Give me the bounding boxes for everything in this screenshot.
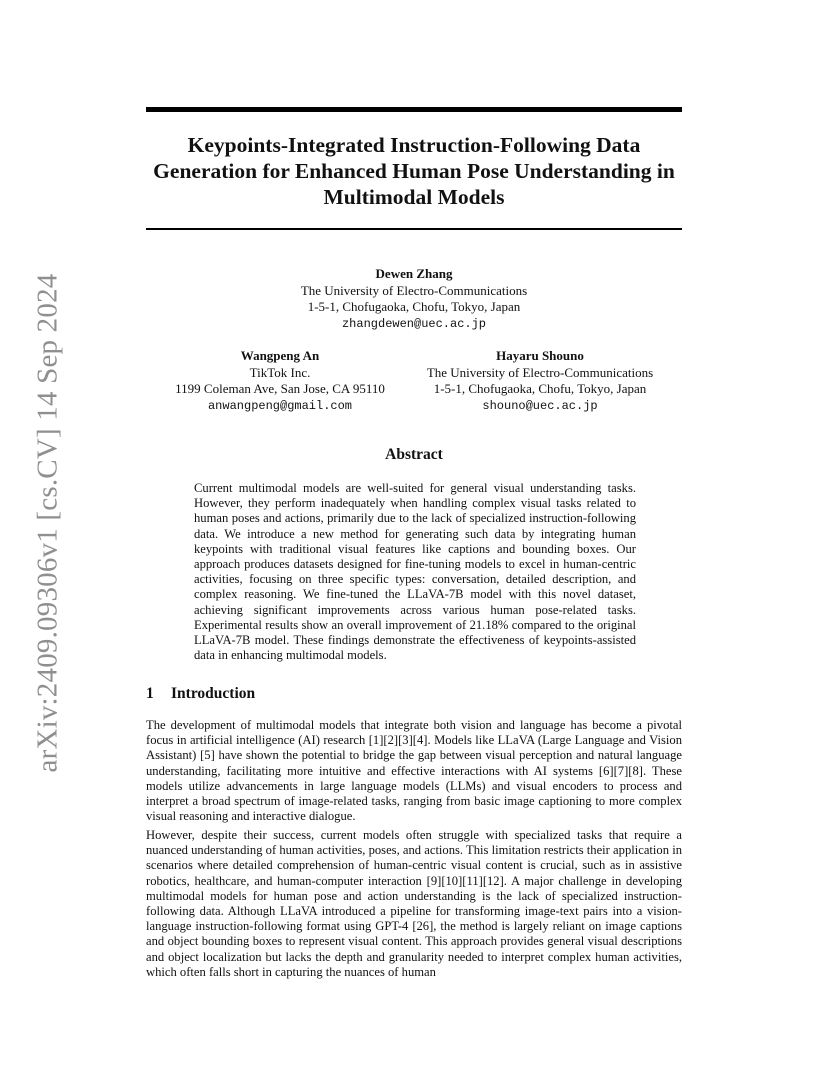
author-name: Dewen Zhang: [375, 266, 453, 281]
arxiv-identifier-stamp: arXiv:2409.09306v1 [cs.CV] 14 Sep 2024: [31, 273, 64, 773]
paper-title: Keypoints-Integrated Instruction-Following Data Generation for Enhanced Human Pose Understanding in Multimodal Models: [153, 133, 675, 209]
author-email: anwangpeng@gmail.com: [207, 398, 353, 413]
section-heading: [146, 685, 255, 703]
intro-paragraph-2: However, despite their success, current models often struggle with specialized tasks that require a nuanced understanding of human activities, poses, and actions. This limitation restricts their application in scenarios where detailed comprehension of human-centric visual content is crucial, such as in assistive robotics, healthcare, and human-computer interaction [9][10][11][12]. A major challenge in developing multimodal models for human pose and action understanding is the lack of specialized instruction-following data. Although LLaVA introduced a pipeline for transforming image-text pairs into a vision-language instruction-following format using GPT-4 [26], the method is largely reliant on image captions and object bounding boxes to represent visual content. This approach provides general visual descriptions and object localization but lacks the depth and granularity needed to interpret complex human activities, which often falls short in capturing the nuances of human: [146, 828, 682, 979]
abstract-heading: Abstract: [385, 446, 443, 463]
abstract-text: Current multimodal models are well-suited for general visual understanding tasks. However, they perform inadequately when handling complex visual tasks related to human poses and actions, primarily due to the lack of specialized instruction-following data. We introduce a new method for generating such data by integrating human keypoints with traditional visual features like captions and bounding boxes. Our approach produces datasets designed for fine-tuning models to excel in human-centric activities, focusing on three specific types: conversation, detailed description, and complex reasoning. We fine-tuned the LLaVA-7B model with this novel dataset, achieving significant improvements across various human pose-related tasks. Experimental results show an overall improvement of 21.18% compared to the original LLaVA-7B model. These findings demonstrate the effectiveness of keypoints-assisted data in enhancing multimodal models.: [194, 481, 636, 663]
author-affiliation: TikTok Inc.: [249, 364, 311, 380]
author-name: Wangpeng An: [240, 348, 320, 363]
author-block-3: [410, 348, 670, 414]
author-email: zhangdewen@uec.ac.jp: [341, 316, 487, 331]
author-affiliation: The University of Electro-Communications: [300, 282, 528, 298]
section-title: Introduction: [171, 685, 256, 702]
intro-paragraph-1: The development of multimodal models that integrate both vision and language has become a pivotal focus in artificial intelligence (AI) research [1][2][3][4]. Models like LLaVA (Large Language and Vision Assistant) [5] have shown the potential to bridge the gap between visual perception and natural language understanding, facilitating more intuitive and effective interactions with AI systems [6][7][8]. These models utilize advancements in large language models (LLMs) and visual encoders to process and interpret a broad spectrum of image-related tasks, ranging from basic image captioning to more complex visual reasoning and interactive dialogue.: [146, 718, 682, 824]
author-address: 1-5-1, Chofugaoka, Chofu, Tokyo, Japan: [433, 381, 647, 396]
author-address: 1199 Coleman Ave, San Jose, CA 95110: [175, 381, 385, 396]
title-top-rule: [146, 107, 682, 112]
author-affiliation: The University of Electro-Communications: [426, 364, 654, 380]
author-email: shouno@uec.ac.jp: [482, 398, 598, 413]
section-number: 1: [146, 685, 154, 702]
author-address: 1-5-1, Chofugaoka, Chofu, Tokyo, Japan: [307, 299, 521, 314]
author-block-2: [150, 348, 410, 414]
title-bottom-rule: [146, 228, 682, 230]
author-name: Hayaru Shouno: [496, 348, 584, 363]
author-block-1: [146, 266, 682, 332]
